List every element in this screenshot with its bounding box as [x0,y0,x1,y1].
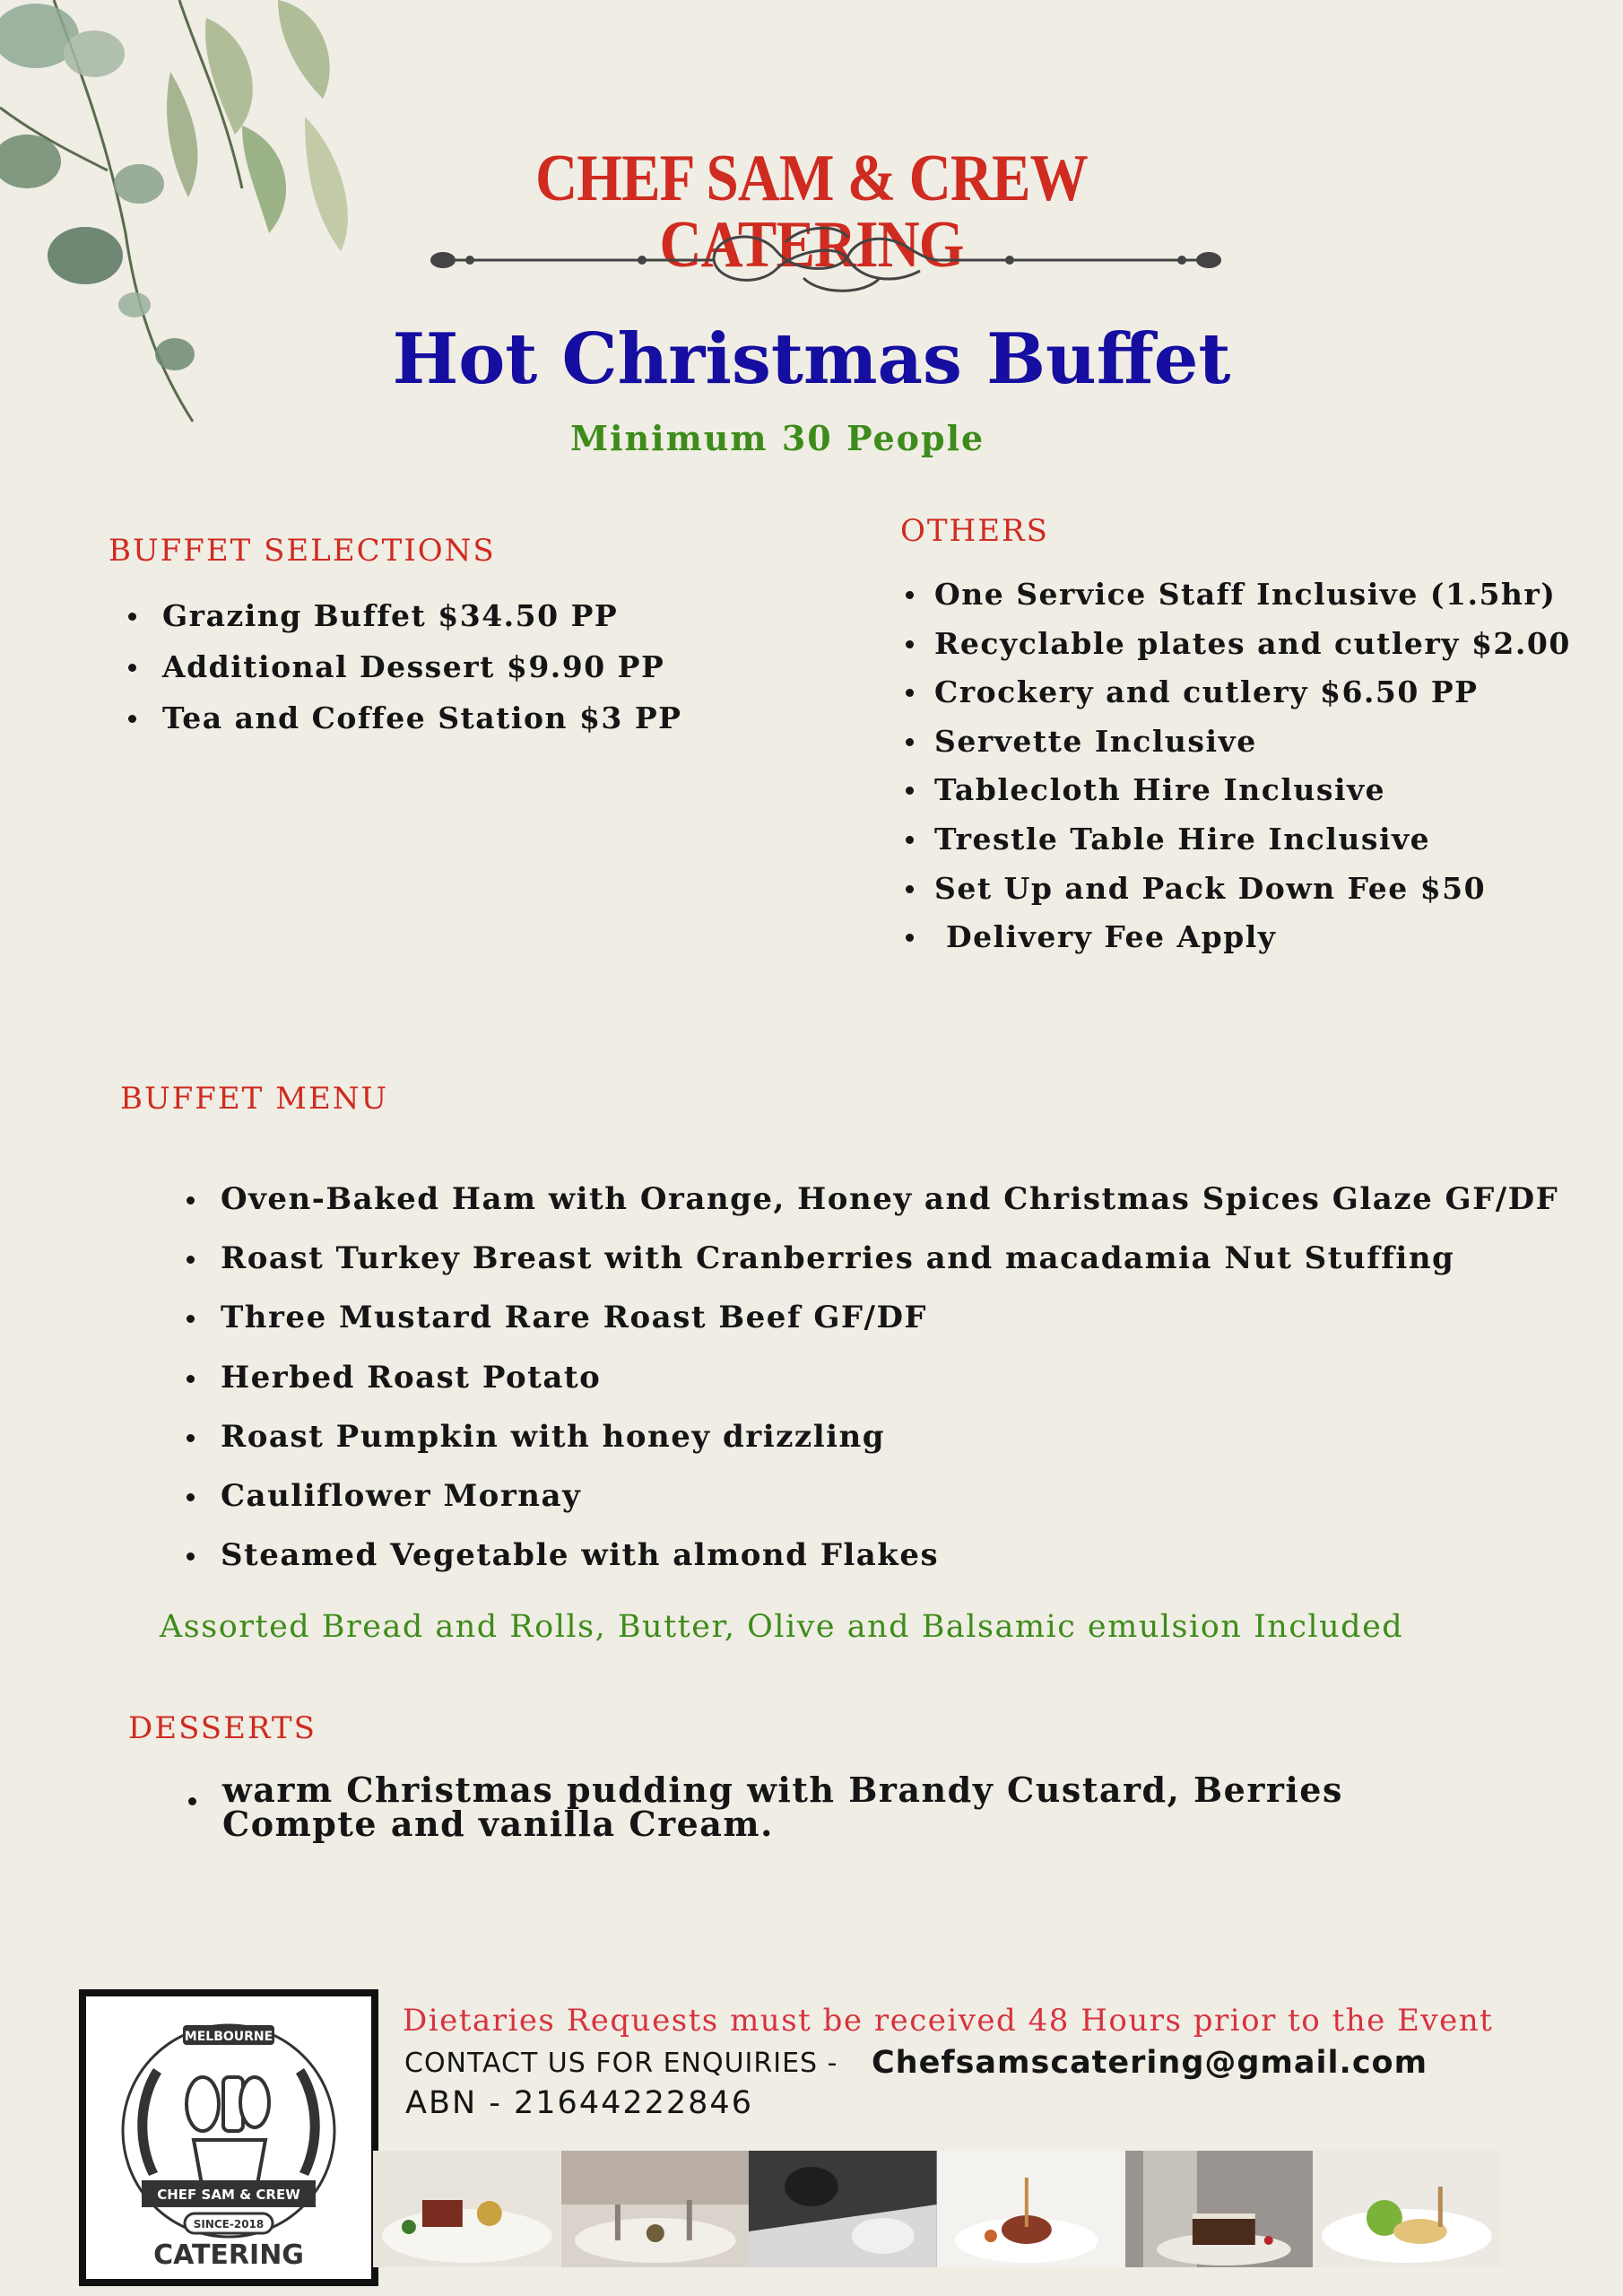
list-item: Trestle Table Hire Inclusive [902,824,1571,874]
flourish-divider [418,215,1234,305]
salad-plate-photo [1313,2151,1501,2267]
list-item: Delivery Fee Apply [902,922,1571,971]
dietary-requests-note: Dietaries Requests must be received 48 Hours prior to the Event [403,2003,1494,2039]
list-item: Set Up and Pack Down Fee $50 [902,874,1571,923]
catering-logo [79,1989,378,2286]
abn-number: ABN - 21644222846 [405,2085,753,2121]
list-item: Roast Turkey Breast with Cranberries and macadamia Nut Stuffing [183,1243,1558,1302]
black-white-table-photo [749,2151,937,2267]
others-list [902,579,1571,971]
lamb-plate-photo [937,2151,1125,2267]
logo-top-text: MELBOURNE [184,2030,273,2044]
logo-ribbon-text: CHEF SAM & CREW [157,2187,300,2203]
page-title: Hot Christmas Buffet [392,318,1231,400]
buffet-menu-heading: BUFFET MENU [120,1081,389,1117]
buffet-selections-heading: BUFFET SELECTIONS [108,533,496,569]
list-item: Cauliflower Mornay [183,1481,1558,1540]
desserts-list [185,1770,1478,1844]
list-item: Roast Pumpkin with honey drizzling [183,1422,1558,1481]
list-item: Herbed Roast Potato [183,1362,1558,1422]
list-item: warm Christmas pudding with Brandy Custard, Berries Compte and vanilla Cream. [185,1773,1478,1841]
list-item: Tea and Coffee Station $3 PP [108,703,682,754]
dessert-cake-photo [1125,2151,1314,2267]
contact-email: Chefsamscatering@gmail.com [872,2045,1428,2081]
list-item: Servette Inclusive [902,726,1571,776]
list-item: Three Mustard Rare Roast Beef GF/DF [183,1302,1558,1361]
logo-badge-icon [86,1996,371,2279]
others-heading: OTHERS [900,513,1049,549]
minimum-people-subtitle: Minimum 30 People [570,418,985,458]
list-item: Grazing Buffet $34.50 PP [108,601,682,652]
food-photo-strip [373,2151,1501,2267]
contact-label: CONTACT US FOR ENQUIRIES - [404,2048,838,2079]
logo-name-text: CATERING [153,2239,304,2271]
brand-name: CHEF SAM & CREW CATERING [535,142,1088,282]
buffet-selections-list [108,598,682,754]
plated-dish-photo [373,2151,561,2267]
list-item: Additional Dessert $9.90 PP [108,652,682,703]
list-item: One Service Staff Inclusive (1.5hr) [902,579,1571,629]
logo-since-text: SINCE-2018 [193,2218,265,2231]
desserts-heading: DESSERTS [128,1710,317,1746]
dining-room-photo [561,2151,750,2267]
list-item: Steamed Vegetable with almond Flakes [183,1540,1558,1599]
list-item: Recyclable plates and cutlery $2.00 [902,629,1571,678]
buffet-menu-list [183,1181,1559,1599]
bread-included-note: Assorted Bread and Rolls, Butter, Olive and Balsamic emulsion Included [160,1609,1404,1645]
list-item: Oven-Baked Ham with Orange, Honey and Christmas Spices Glaze GF/DF [183,1184,1558,1243]
list-item: Crockery and cutlery $6.50 PP [902,677,1571,726]
list-item: Tablecloth Hire Inclusive [902,775,1571,824]
